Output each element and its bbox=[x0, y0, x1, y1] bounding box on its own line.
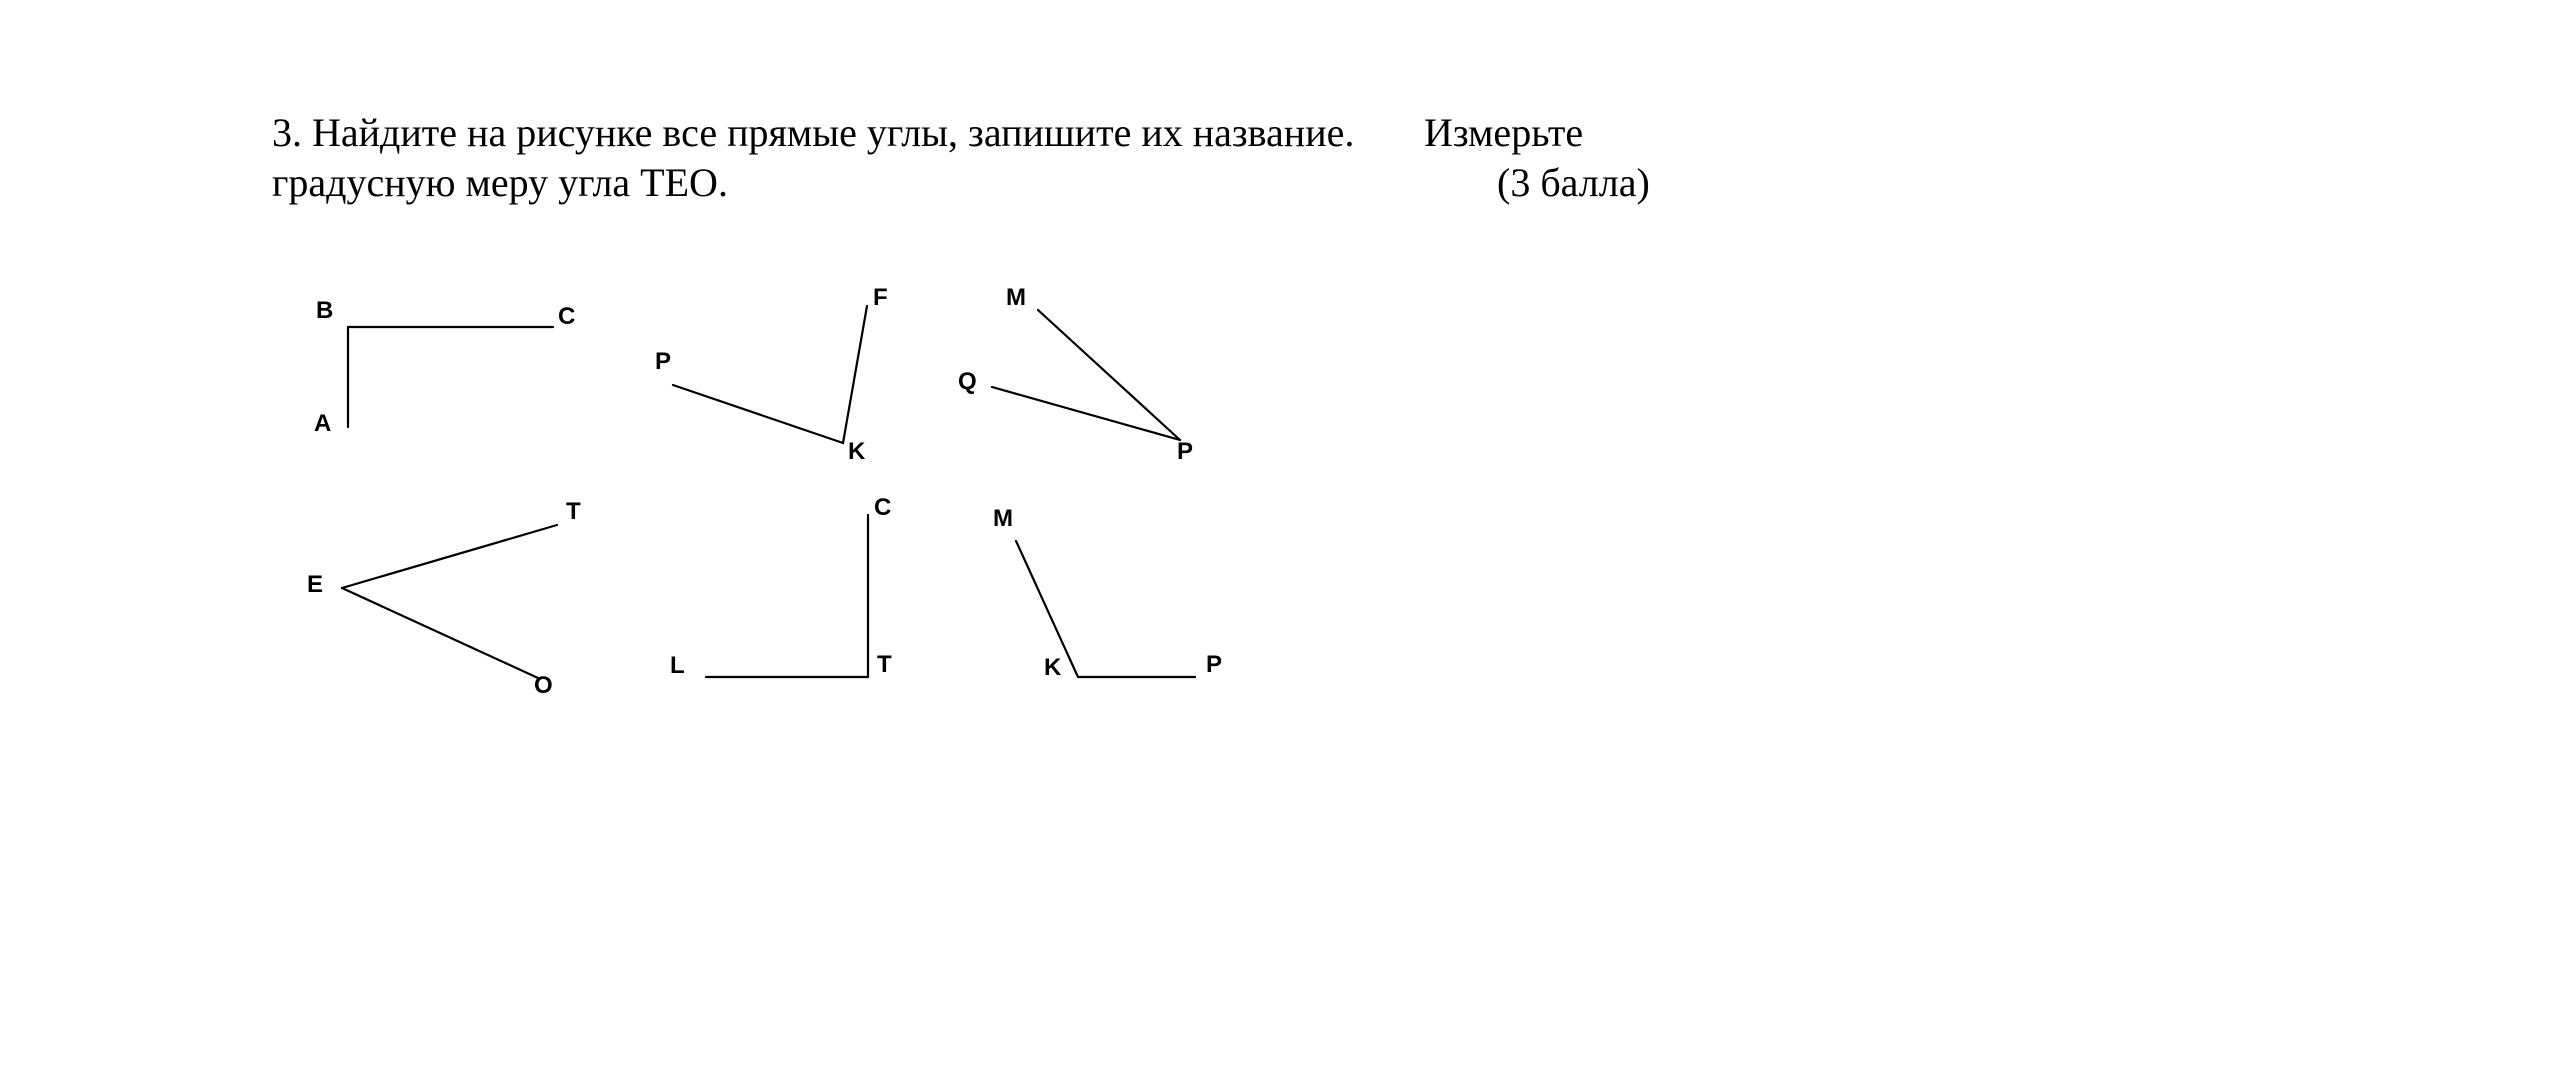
angle-abc-label-c: C bbox=[558, 303, 576, 330]
angle-mkp-label-m: M bbox=[993, 505, 1013, 532]
angle-ltc-label-l: L bbox=[670, 652, 685, 679]
angle-teo bbox=[307, 498, 581, 699]
angle-pkf-ray-kp bbox=[673, 385, 843, 443]
task-question: градусную меру угла ТЕО. bbox=[272, 160, 728, 205]
angle-teo-label-t: T bbox=[566, 498, 581, 525]
angle-pkf-ray-kf bbox=[843, 306, 867, 443]
angle-teo-label-o: O bbox=[534, 672, 553, 699]
angle-abc-label-b: B bbox=[316, 297, 334, 324]
angle-teo-ray-eo bbox=[342, 588, 538, 678]
angle-teo-ray-et bbox=[342, 525, 557, 588]
angle-ltc-label-c: C bbox=[874, 494, 892, 521]
angle-ltc-label-t: T bbox=[877, 651, 892, 678]
angle-mpq bbox=[958, 284, 1193, 465]
angle-mkp-label-p: P bbox=[1206, 651, 1223, 678]
angle-pkf bbox=[655, 284, 888, 465]
task-instruction: 3. Найдите на рисунке все прямые углы, запишите их название. bbox=[272, 110, 1355, 155]
angle-pkf-label-f: F bbox=[873, 284, 888, 311]
angle-mpq-label-p: P bbox=[1177, 438, 1194, 465]
angle-mpq-label-q: Q bbox=[958, 368, 977, 395]
angle-mpq-label-m: M bbox=[1006, 284, 1026, 311]
angle-pkf-label-k: K bbox=[848, 438, 866, 465]
angle-mkp bbox=[993, 505, 1222, 681]
task-instruction-tail: Измерьте bbox=[1424, 110, 1584, 155]
angle-ltc bbox=[670, 494, 892, 679]
angle-mkp-label-k: K bbox=[1044, 654, 1062, 681]
angle-teo-label-e: E bbox=[307, 571, 324, 598]
angle-pkf-label-p: P bbox=[655, 348, 672, 375]
task-points: (3 балла) bbox=[1497, 160, 1650, 205]
angle-abc bbox=[314, 297, 575, 437]
angle-abc-label-a: A bbox=[314, 410, 332, 437]
